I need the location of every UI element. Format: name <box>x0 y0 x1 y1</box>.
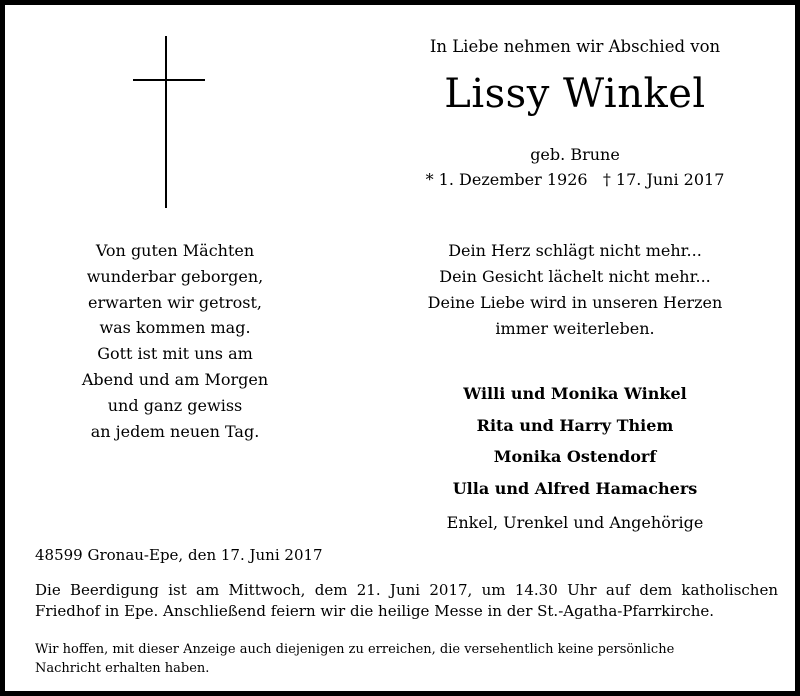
heart-verse-line: Dein Gesicht lächelt nicht mehr... <box>439 267 711 286</box>
latin-cross-icon <box>133 36 205 208</box>
mourner-name: Monika Ostendorf <box>493 447 657 466</box>
cross-vertical-bar <box>165 36 167 208</box>
place-date: 48599 Gronau-Epe, den 17. Juni 2017 <box>35 546 323 564</box>
mourner-name: Willi und Monika Winkel <box>463 384 687 403</box>
heart-verse-line: Deine Liebe wird in unseren Herzen <box>427 293 723 312</box>
funeral-line: Die Beerdigung ist am Mittwoch, dem 21. Juni 2017, um 14.30 Uhr auf dem katholischen <box>35 581 778 599</box>
mourner-name: Rita und Harry Thiem <box>476 415 674 435</box>
funeral-info <box>35 580 778 622</box>
closing-note <box>35 640 778 678</box>
deceased-name: Lissy Winkel <box>444 71 706 117</box>
poem-line: Gott ist mit uns am <box>97 344 253 364</box>
intro-text: In Liebe nehmen wir Abschied von <box>429 37 721 56</box>
poem-line: Abend und am Morgen <box>81 369 269 389</box>
poem-line: und ganz gewiss <box>107 395 243 415</box>
poem-line: wunderbar geborgen, <box>86 266 264 286</box>
poem-line: erwarten wir getrost, <box>88 292 262 312</box>
mourners-list <box>405 378 745 504</box>
heart-verse-line: immer weiterleben. <box>495 319 655 338</box>
cross-horizontal-bar <box>133 79 205 81</box>
life-dates: * 1. Dezember 1926 † 17. Juni 2017 <box>425 170 725 189</box>
mourner-name: Ulla und Alfred Hamachers <box>452 478 698 498</box>
birth-name: geb. Brune <box>530 145 620 164</box>
funeral-line: Friedhof in Epe. Anschließend feiern wir die heilige Messe in der St.-Agatha-Pfarrkirche. <box>35 602 715 620</box>
note-line: Nachricht erhalten haben. <box>35 661 210 676</box>
poem-line: Von guten Mächten <box>95 241 255 260</box>
note-line: Wir hoffen, mit dieser Anzeige auch diejenigen zu erreichen, die versehentlich keine persönliche <box>35 642 675 657</box>
poem-line: an jedem neuen Tag. <box>90 421 260 441</box>
poem <box>45 238 305 444</box>
heart-verse <box>405 238 745 342</box>
heart-verse-line: Dein Herz schlägt nicht mehr... <box>448 241 702 260</box>
relatives-line: Enkel, Urenkel und Angehörige <box>446 513 704 532</box>
poem-line: was kommen mag. <box>99 318 251 338</box>
